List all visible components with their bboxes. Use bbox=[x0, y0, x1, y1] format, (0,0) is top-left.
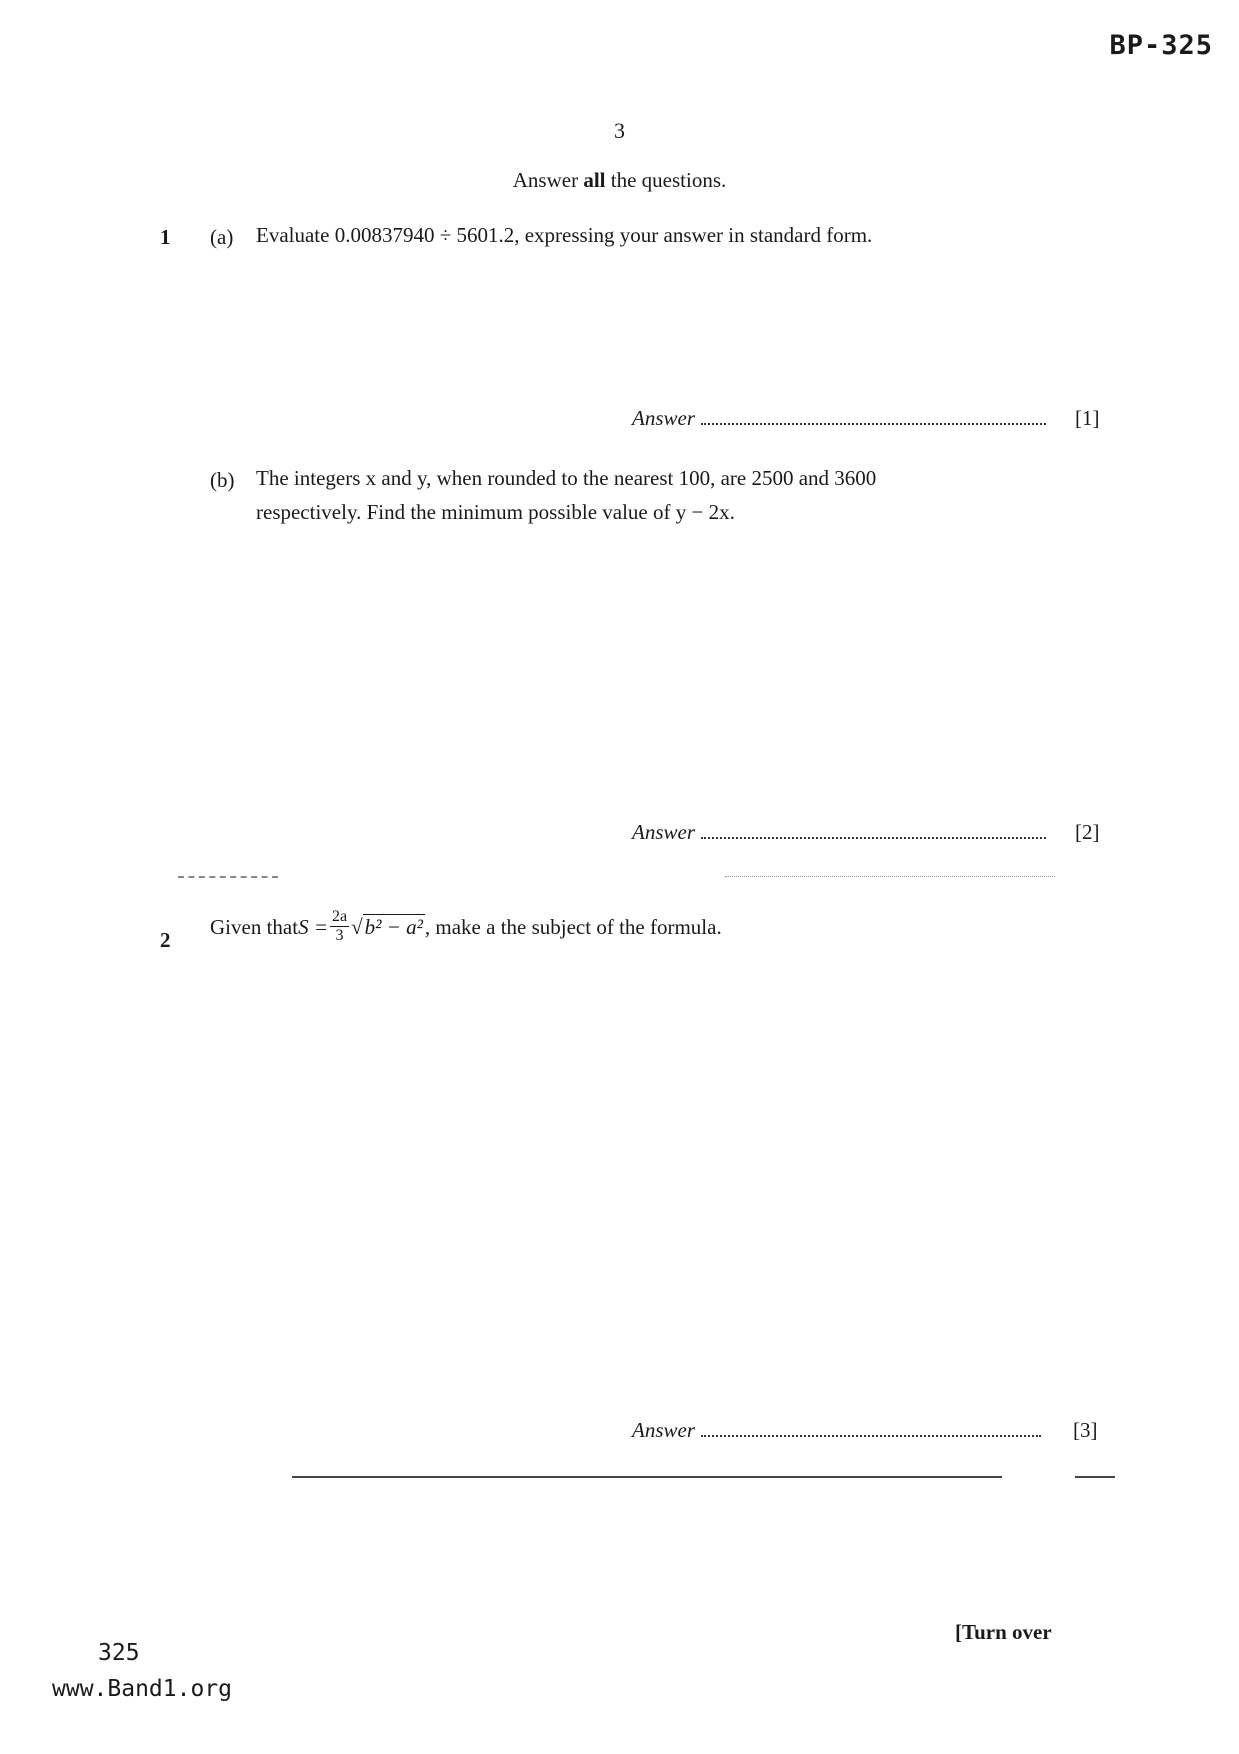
answer-label: Answer bbox=[632, 820, 695, 844]
fraction-numerator: 2a bbox=[331, 908, 348, 925]
question-2-text bbox=[210, 908, 1070, 945]
radicand: b² − a² bbox=[364, 914, 423, 939]
formula-lhs: S = bbox=[298, 914, 328, 939]
question-1b-label: (b) bbox=[210, 468, 235, 492]
answer-label: Answer bbox=[632, 406, 695, 430]
answer-dotted-line[interactable] bbox=[701, 421, 1046, 425]
instructions-prefix: Answer bbox=[512, 168, 584, 192]
bottom-rule-short bbox=[1075, 1476, 1115, 1478]
question-1a-text: Evaluate 0.00837940 ÷ 5601.2, expressing your answer in standard form. bbox=[256, 223, 873, 247]
paper-code: BP-325 bbox=[1109, 30, 1213, 61]
question-2-number: 2 bbox=[160, 928, 171, 952]
instructions bbox=[0, 168, 1239, 193]
answer-line-1a bbox=[632, 406, 1046, 431]
question-1b-text bbox=[256, 461, 1076, 529]
separator-rule-right bbox=[725, 876, 1055, 877]
question-2-text-after: , make a the subject of the formula. bbox=[424, 914, 722, 939]
question-1b-line-2: respectively. Find the minimum possible value of y − 2x. bbox=[256, 500, 735, 524]
page-number: 3 bbox=[614, 118, 625, 143]
question-1-number: 1 bbox=[160, 225, 171, 249]
answer-dotted-line[interactable] bbox=[701, 1433, 1041, 1437]
question-1b-line-1: The integers x and y, when rounded to the nearest 100, are 2500 and 3600 bbox=[256, 466, 877, 490]
turn-over: [Turn over bbox=[955, 1620, 1052, 1644]
marks-2: [3] bbox=[1073, 1418, 1098, 1442]
answer-label: Answer bbox=[632, 1418, 695, 1442]
marks-1a: [1] bbox=[1075, 406, 1100, 430]
answer-line-1b bbox=[632, 820, 1046, 845]
bottom-rule bbox=[292, 1476, 1002, 1478]
footer-page-id: 325 bbox=[98, 1640, 140, 1666]
square-root: √b² − a² bbox=[351, 914, 423, 939]
marks-1b: [2] bbox=[1075, 820, 1100, 844]
footer-website: www.Band1.org bbox=[52, 1676, 233, 1702]
instructions-suffix: the questions. bbox=[605, 168, 727, 192]
question-1a-label: (a) bbox=[210, 225, 234, 249]
answer-dotted-line[interactable] bbox=[701, 835, 1046, 839]
formula-fraction bbox=[330, 908, 349, 945]
separator-rule-left bbox=[178, 876, 278, 878]
instructions-bold: all bbox=[583, 168, 606, 192]
question-2-text-before: Given that bbox=[210, 914, 299, 939]
fraction-denominator: 3 bbox=[335, 927, 344, 944]
answer-line-2 bbox=[632, 1418, 1041, 1443]
